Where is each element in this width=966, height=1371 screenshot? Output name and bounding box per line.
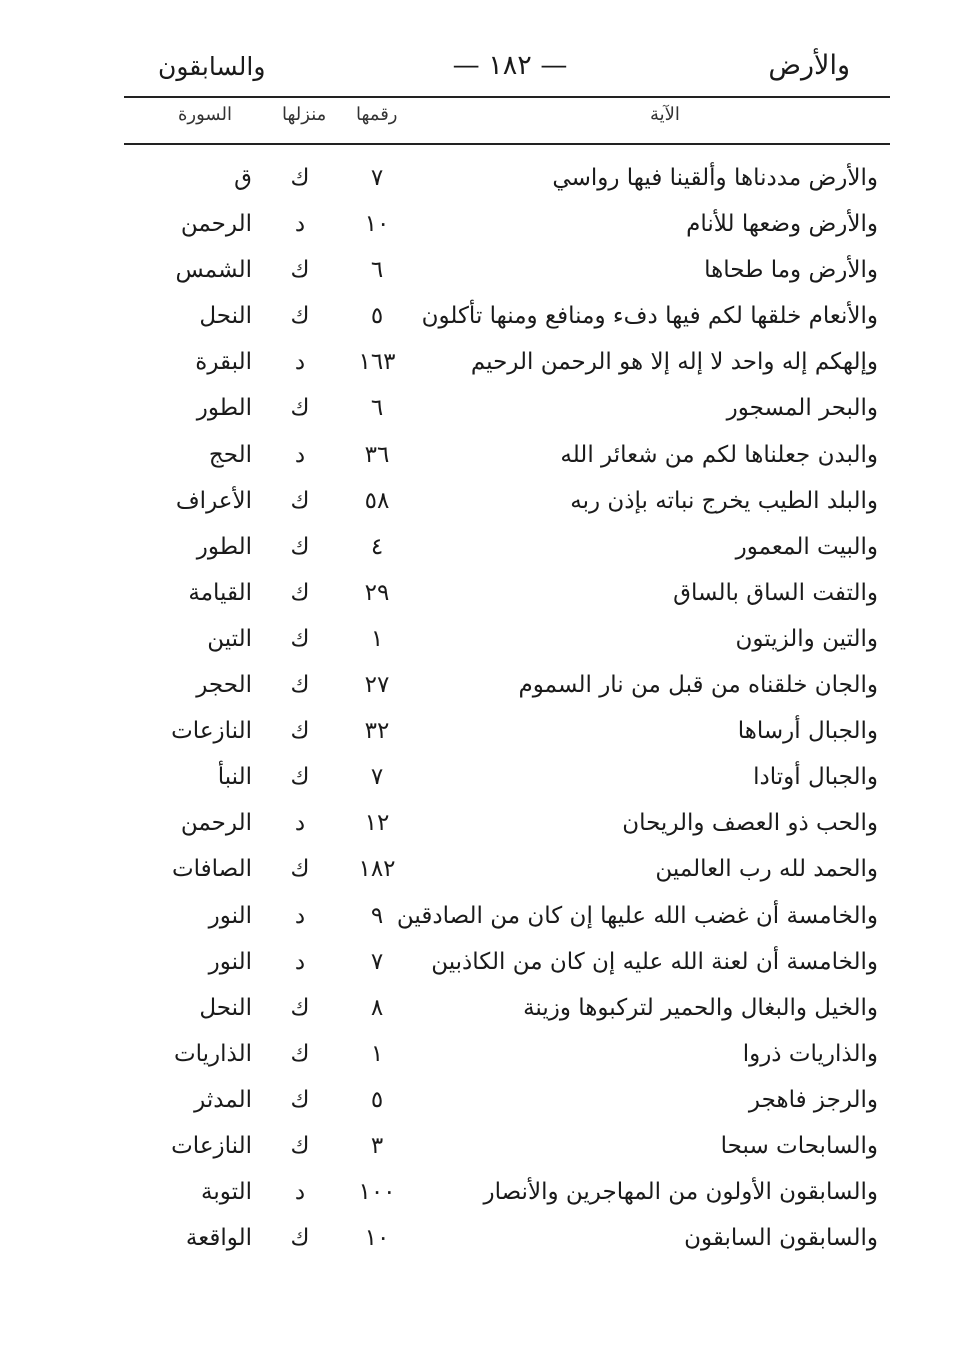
revelation-place: ك [290, 1040, 310, 1067]
table-row [0, 617, 966, 663]
surah-name: النور [208, 902, 252, 929]
surah-name: الصافات [171, 856, 252, 883]
surah-name: الواقعة [185, 1225, 252, 1252]
index-table [0, 156, 966, 1262]
ayah-number: ١ [370, 1040, 384, 1067]
table-row [0, 986, 966, 1032]
table-row [0, 1124, 966, 1170]
table-row [0, 248, 966, 294]
revelation-place: ك [290, 303, 310, 330]
header-divider [124, 96, 890, 98]
table-row [0, 1216, 966, 1262]
surah-name: الذاريات [173, 1040, 252, 1067]
table-row [0, 433, 966, 479]
revelation-place: ك [290, 994, 310, 1021]
revelation-place: ك [290, 856, 310, 883]
ayah-text: والسابقون الأولون من المهاجرين والأنصار [483, 1179, 878, 1206]
surah-name: الرحمن [180, 211, 252, 238]
revelation-place: ك [290, 257, 310, 284]
ayah-number: ٤ [370, 533, 384, 560]
column-header-place: منزلها [282, 104, 327, 125]
table-row [0, 202, 966, 248]
surah-name: التوبة [201, 1179, 252, 1206]
revelation-place: ك [290, 764, 310, 791]
surah-name: المدثر [194, 1086, 252, 1113]
revelation-place: د [294, 902, 306, 929]
ayah-number: ١٨٢ [358, 856, 396, 883]
ayah-number: ٣٢ [364, 718, 390, 745]
revelation-place: ك [290, 672, 310, 699]
table-row [0, 571, 966, 617]
revelation-place: ك [290, 533, 310, 560]
table-row [0, 1078, 966, 1124]
revelation-place: د [294, 211, 306, 238]
table-row [0, 340, 966, 386]
ayah-number: ٢٩ [364, 579, 390, 606]
ayah-number: ١٦٣ [358, 349, 396, 376]
ayah-number: ٦ [370, 395, 384, 422]
ayah-text: والبيت المعمور [735, 533, 878, 560]
ayah-number: ٣٦ [364, 441, 390, 468]
surah-name: الحجر [196, 672, 252, 699]
revelation-place: ك [290, 718, 310, 745]
ayah-text: والأرض وما طحاها [704, 257, 878, 284]
table-row [0, 663, 966, 709]
ayah-text: وإلهكم إله واحد لا إله إلا هو الرحمن الرحيم [470, 349, 878, 376]
ayah-text: والتين والزيتون [735, 625, 878, 652]
ayah-text: والسابقون السابقون [684, 1225, 878, 1252]
ayah-number: ٣ [370, 1132, 384, 1159]
revelation-place: د [294, 810, 306, 837]
ayah-text: والأرض وضعها للأنام [686, 211, 878, 238]
surah-name: الأعراف [175, 487, 252, 514]
revelation-place: ك [290, 1132, 310, 1159]
surah-name: الرحمن [180, 810, 252, 837]
revelation-place: ك [290, 395, 310, 422]
ayah-number: ٥ [370, 1086, 384, 1113]
surah-name: الطور [196, 533, 252, 560]
revelation-place: ك [290, 487, 310, 514]
ayah-text: والأرض مددناها وألقينا فيها رواسي [552, 165, 878, 191]
ayah-text: والخامسة أن غضب الله عليها إن كان من الصادقين [396, 902, 878, 929]
ayah-number: ١٠٠ [358, 1179, 396, 1206]
column-header-divider [124, 143, 890, 145]
ayah-text: والخامسة أن لعنة الله عليه إن كان من الكاذبين [431, 948, 878, 975]
ayah-number: ١ [370, 625, 384, 652]
table-row [0, 940, 966, 986]
surah-name: النازعات [171, 1132, 252, 1159]
surah-name: الشمس [175, 257, 252, 284]
column-header-number: رقمها [356, 104, 398, 125]
ayah-number: ٧ [370, 764, 384, 791]
revelation-place: ك [290, 165, 310, 191]
table-row [0, 386, 966, 432]
surah-name: الطور [196, 395, 252, 422]
ayah-number: ٧ [370, 948, 384, 975]
ayah-text: والبدن جعلناها لكم من شعائر الله [560, 441, 878, 468]
page-header [120, 44, 890, 94]
revelation-place: ك [290, 1225, 310, 1252]
table-row [0, 156, 966, 202]
revelation-place: د [294, 441, 306, 468]
surah-name: النبأ [217, 764, 252, 791]
table-row [0, 894, 966, 940]
column-header-surah: السورة [178, 104, 232, 125]
revelation-place: د [294, 948, 306, 975]
ayah-number: ٥ [370, 303, 384, 330]
ayah-text: والأنعام خلقها لكم فيها دفء ومنافع ومنها تأكلون [421, 303, 878, 330]
revelation-place: ك [290, 625, 310, 652]
ayah-text: والبحر المسجور [726, 395, 878, 422]
table-row [0, 709, 966, 755]
ayah-number: ١٠ [364, 211, 390, 238]
column-header-ayah: الآية [650, 104, 680, 125]
revelation-place: د [294, 1179, 306, 1206]
table-row [0, 1032, 966, 1078]
table-row [0, 294, 966, 340]
surah-name: النور [208, 948, 252, 975]
revelation-place: ك [290, 1086, 310, 1113]
surah-name: النحل [199, 303, 252, 330]
ayah-text: والحب ذو العصف والريحان [622, 810, 878, 837]
surah-name: القيامة [188, 579, 252, 606]
surah-name: النازعات [171, 718, 252, 745]
table-row [0, 755, 966, 801]
ayah-text: والجبال أوتادا [753, 764, 878, 791]
ayah-number: ١٢ [364, 810, 390, 837]
table-row [0, 525, 966, 571]
table-row [0, 479, 966, 525]
surah-name: الحج [208, 441, 252, 468]
table-row [0, 847, 966, 893]
ayah-text: والجبال أرساها [737, 718, 878, 745]
ayah-text: والخيل والبغال والحمير لتركبوها وزينة [523, 994, 878, 1021]
ayah-number: ٨ [370, 994, 384, 1021]
surah-name: النحل [199, 994, 252, 1021]
header-last-entry: والسابقون [158, 52, 266, 81]
revelation-place: ك [290, 579, 310, 606]
ayah-text: والذاريات ذروا [742, 1040, 878, 1067]
ayah-text: والجان خلقناه من قبل من نار السموم [518, 672, 878, 699]
ayah-number: ٩ [370, 902, 384, 929]
ayah-text: والبلد الطيب يخرج نباته بإذن ربه [570, 487, 878, 514]
surah-name: ق [234, 165, 252, 191]
table-row [0, 1170, 966, 1216]
header-first-entry: والأرض [768, 50, 850, 81]
surah-name: التين [207, 625, 252, 652]
ayah-text: والحمد لله رب العالمين [655, 856, 878, 883]
ayah-text: والتفت الساق بالساق [673, 579, 878, 606]
ayah-number: ١٠ [364, 1225, 390, 1252]
page-number: — ١٨٢ — [452, 50, 568, 81]
ayah-number: ٦ [370, 257, 384, 284]
surah-name: البقرة [195, 349, 252, 376]
ayah-text: والسابحات سبحا [720, 1132, 878, 1159]
revelation-place: د [294, 349, 306, 376]
ayah-text: والرجز فاهجر [748, 1086, 878, 1113]
ayah-number: ٢٧ [364, 672, 390, 699]
ayah-number: ٥٨ [364, 487, 390, 514]
ayah-number: ٧ [370, 165, 384, 191]
table-row [0, 801, 966, 847]
